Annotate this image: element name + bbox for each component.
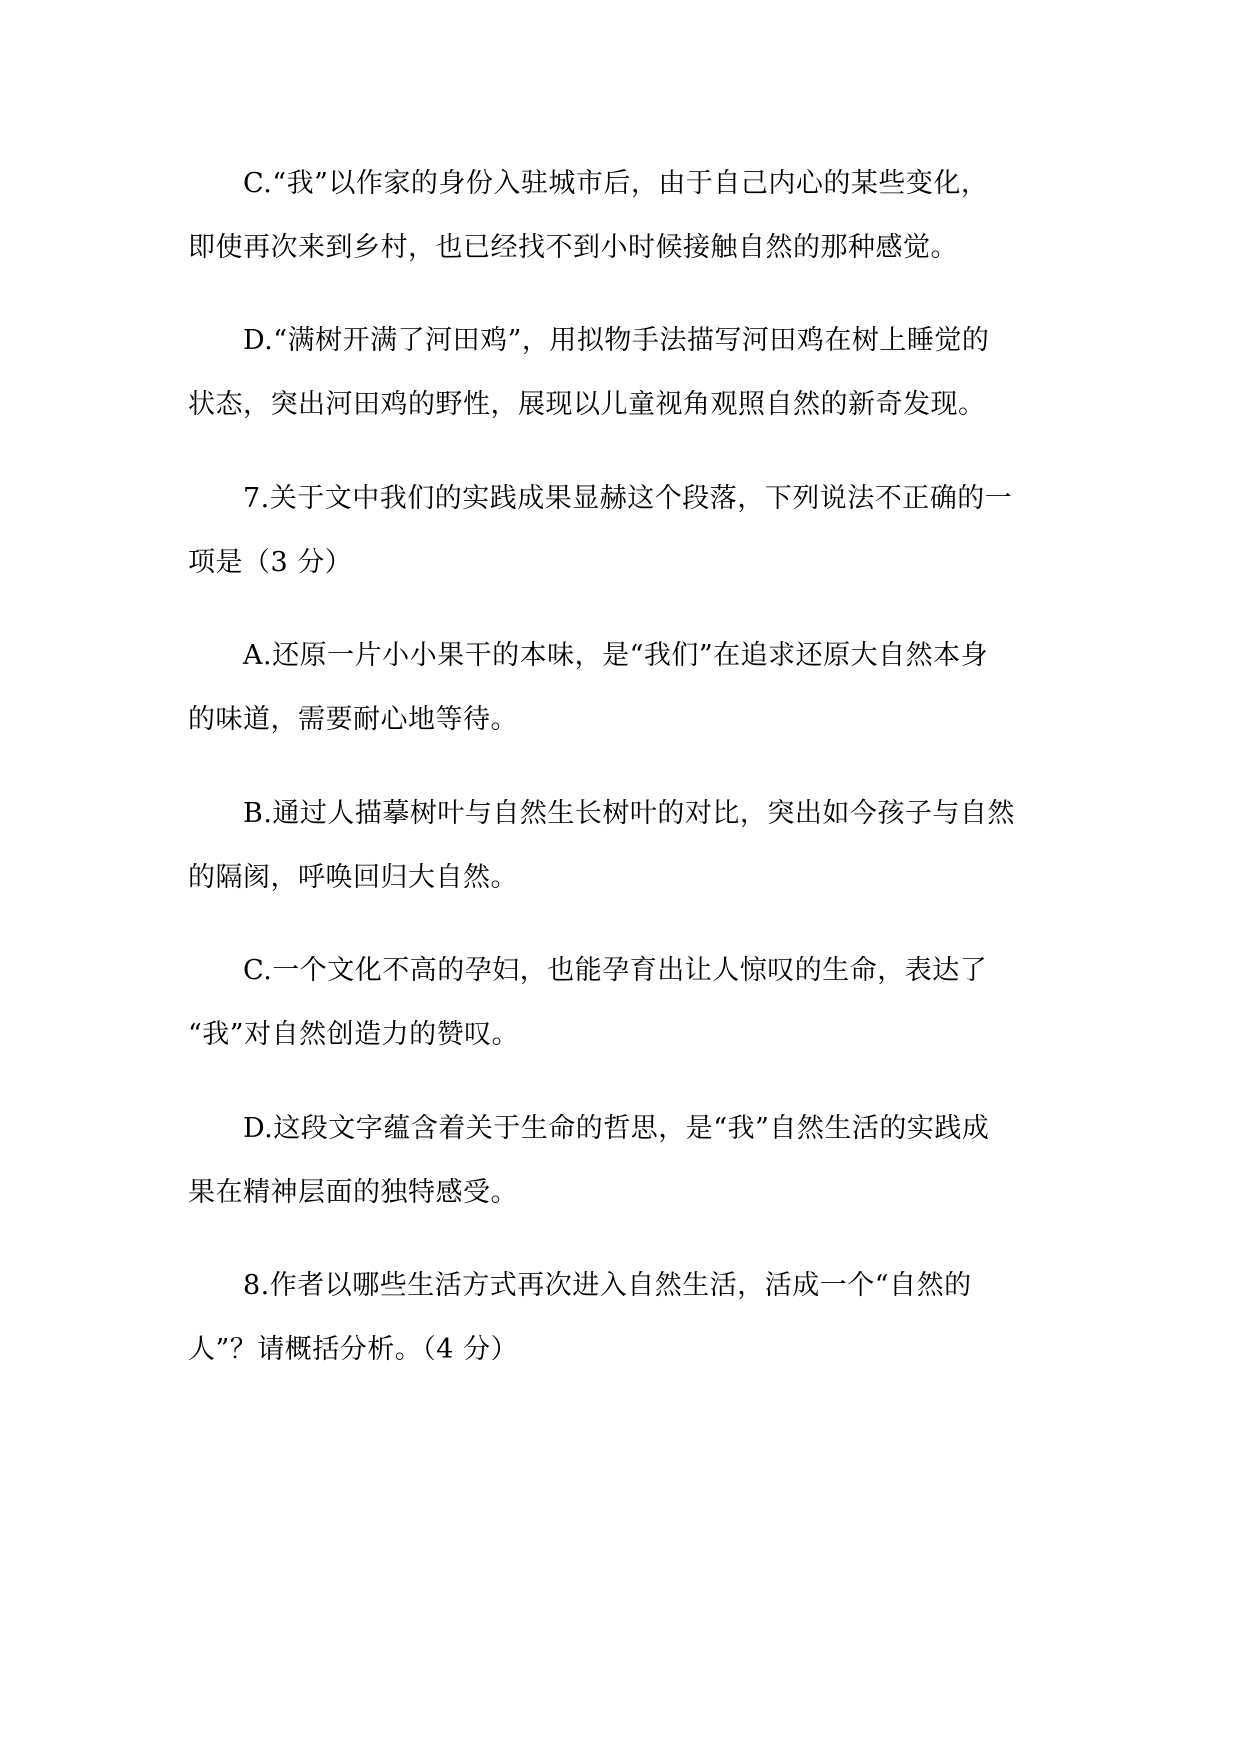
option-c-q7-line-2: “我”对自然创造力的赞叹。	[188, 1019, 520, 1050]
question-7-line-2: 项是（3 分）	[188, 547, 353, 578]
option-b-q7-line-2: 的隔阂，呼唤回归大自然。	[188, 862, 518, 893]
option-c-q7-line-1: C.一个文化不高的孕妇，也能孕育出让人惊叹的生命，表达了	[243, 955, 988, 986]
question-7-line-1: 7.关于文中我们的实践成果显赫这个段落，下列说法不正确的一	[243, 483, 1013, 514]
option-a-q7-line-2: 的味道，需要耐心地等待。	[188, 704, 518, 735]
option-a-q7-line-1: A.还原一片小小果干的本味，是“我们”在追求还原大自然本身	[243, 640, 989, 671]
option-c-q6-line-1: C.“我”以作家的身份入驻城市后，由于自己内心的某些变化，	[243, 168, 989, 199]
question-8-line-2: 人”？请概括分析。（4 分）	[188, 1334, 519, 1365]
option-c-q6-line-2: 即使再次来到乡村，也已经找不到小时候接触自然的那种感觉。	[188, 232, 958, 263]
question-8-line-1: 8.作者以哪些生活方式再次进入自然生活，活成一个“自然的	[243, 1270, 972, 1301]
option-d-q7-line-2: 果在精神层面的独特感受。	[188, 1177, 518, 1208]
option-b-q7-line-1: B.通过人描摹树叶与自然生长树叶的对比，突出如今孩子与自然	[243, 798, 1015, 829]
option-d-q6-line-2: 状态，突出河田鸡的野性，展现以儿童视角观照自然的新奇发现。	[188, 389, 986, 420]
option-d-q7-line-1: D.这段文字蕴含着关于生命的哲思，是“我”自然生活的实践成	[243, 1113, 990, 1144]
option-d-q6-line-1: D.“满树开满了河田鸡”，用拟物手法描写河田鸡在树上睡觉的	[243, 325, 990, 356]
